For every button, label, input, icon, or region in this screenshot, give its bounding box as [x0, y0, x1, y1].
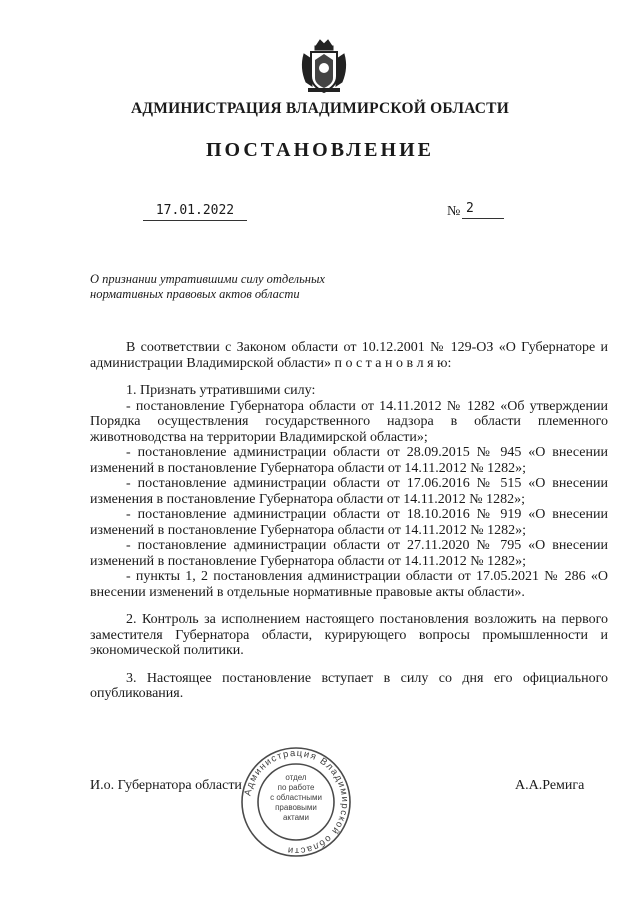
stamp-line: с областными — [270, 793, 322, 802]
subject-line: О признании утратившими силу отдельных — [90, 272, 325, 286]
coat-of-arms-icon — [298, 38, 350, 96]
document-subject — [90, 272, 350, 302]
clause-2-paragraph: 2. Контроль за исполнением настоящего постановления возложить на первого заместителя Губернатора области, курирующего вопросы промышленности и экономической политики. — [90, 612, 608, 658]
clause-1-item: - постановление Губернатора области от 14.11.2012 № 1282 «Об утверждении Порядка осуществления государственного надзора в области племенного животноводства на территории Владимирской области»; — [90, 398, 608, 445]
clause-1-heading: 1. Признать утратившими силу: — [126, 383, 316, 398]
document-number: 2 — [462, 200, 504, 219]
clause-1-item: - постановление администрации области от 27.11.2020 № 795 «О внесении изменений в постановление Губернатора области от 14.11.2012 № 1282»; — [90, 538, 608, 569]
stamp-ring-text: Администрация Владимирской области — [242, 747, 351, 857]
clause-1-item: - постановление администрации области от 17.06.2016 № 515 «О внесении изменения в постановление Губернатора области от 14.11.2012 № 1282»; — [90, 476, 608, 507]
stamp-line: актами — [282, 813, 310, 822]
signatory-name: А.А.Ремига — [515, 778, 585, 793]
organization-title: АДМИНИСТРАЦИЯ ВЛАДИМИРСКОЙ ОБЛАСТИ — [131, 100, 509, 117]
document-body — [90, 340, 608, 702]
subject-line: нормативных правовых актов области — [90, 287, 300, 301]
signatory-position: И.о. Губернатора области — [90, 778, 242, 793]
document-date: 17.01.2022 — [143, 202, 247, 221]
stamp-line: по работе — [277, 783, 315, 792]
clause-1-item: - постановление администрации области от 18.10.2016 № 919 «О внесении изменений в постановление Губернатора области от 14.11.2012 № 1282»; — [90, 507, 608, 538]
clause-1-item: - постановление администрации области от 28.09.2015 № 945 «О внесении изменений в постановление Губернатора области от 14.11.2012 № 1282»; — [90, 445, 608, 476]
stamp-line: отдел — [285, 773, 307, 782]
document-number-label: № — [447, 204, 461, 219]
clause-1-item: - пункты 1, 2 постановления администрации области от 17.05.2021 № 286 «О внесении изменений в отдельные нормативные правовые акты области». — [90, 569, 608, 600]
document-type-title: ПОСТАНОВЛЕНИЕ — [206, 139, 434, 161]
official-stamp — [228, 745, 364, 859]
stamp-line: правовыми — [275, 803, 317, 812]
clause-3-paragraph: 3. Настоящее постановление вступает в силу со дня его официального опубликования. — [90, 670, 608, 701]
preamble-paragraph: В соответствии с Законом области от 10.12.2001 № 129-ОЗ «О Губернаторе и администрации Владимирской области» п о с т а н о в л я ю: — [90, 340, 608, 371]
